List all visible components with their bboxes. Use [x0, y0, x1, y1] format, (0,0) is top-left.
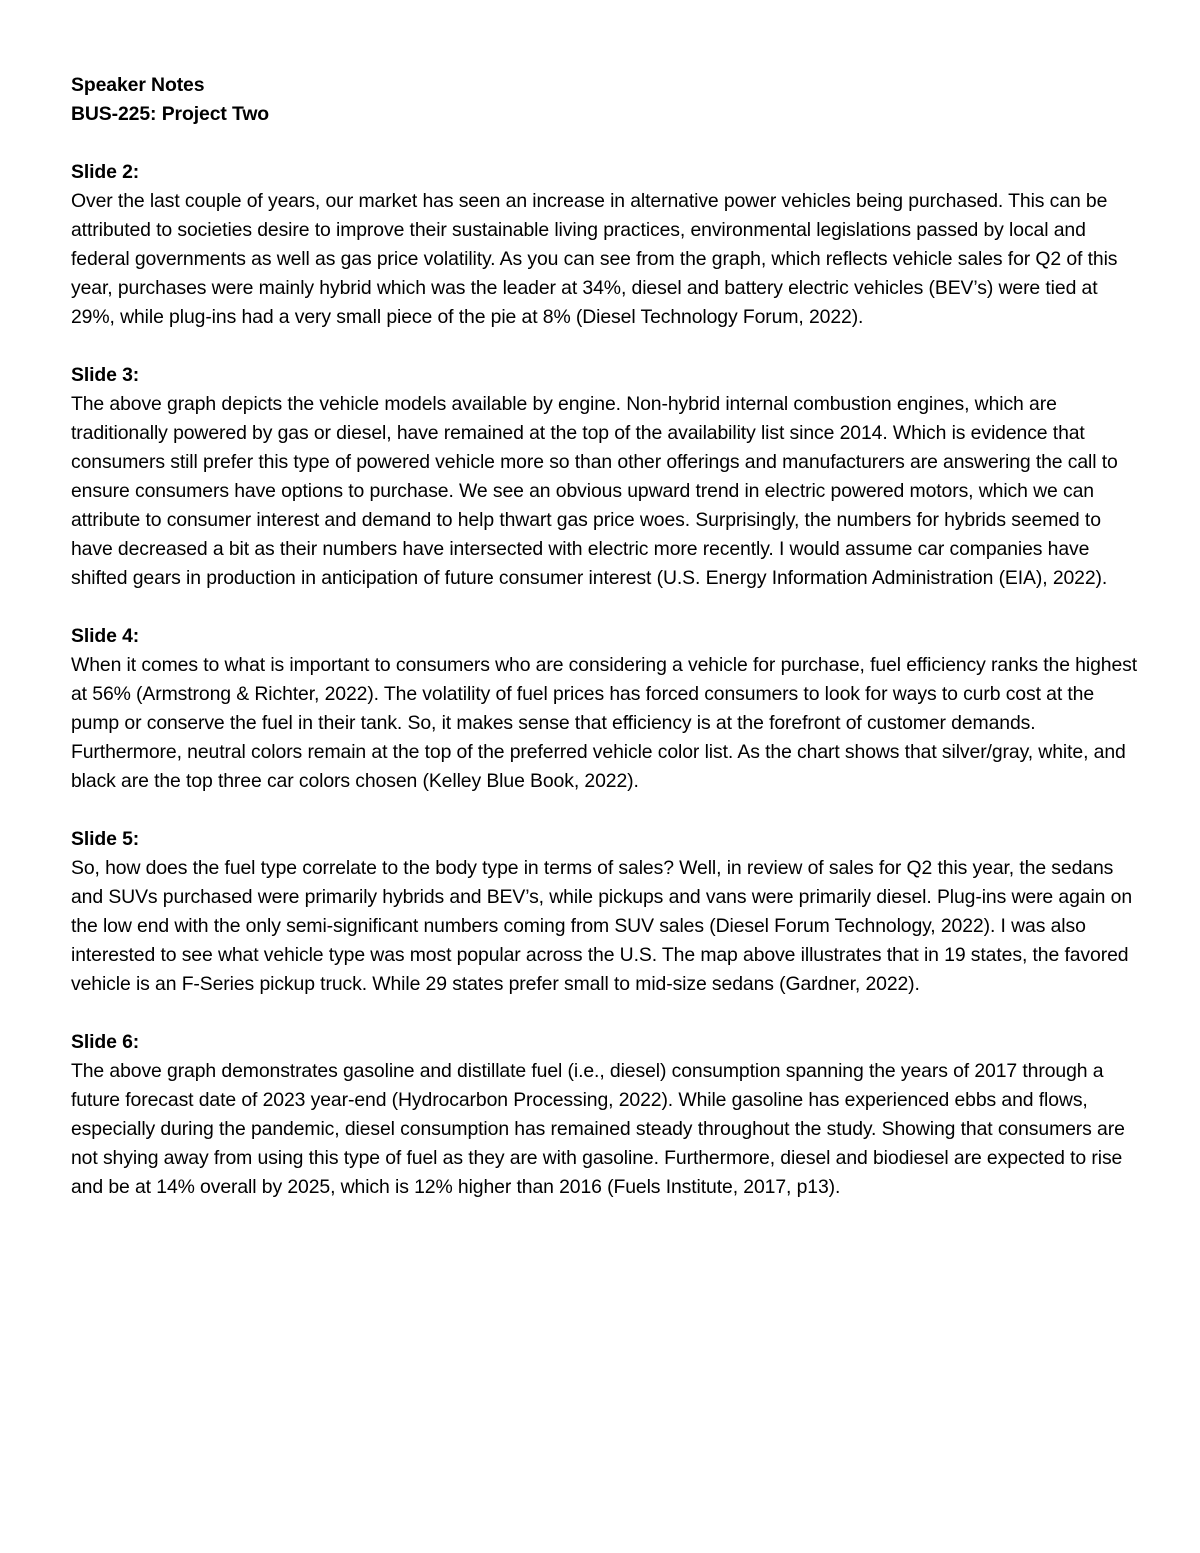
slide-2-heading: Slide 2:	[71, 161, 140, 183]
slide-3-notes: The above graph depicts the vehicle models available by engine. Non-hybrid internal combustion engines, which are traditionally powered by gas or diesel, have remained at the top of the availability list since 2014. Which is evidence that consumers still prefer this type of powered vehicle more so than other offerings and manufacturers are answering the call to ensure consumers have options to purchase. We see an obvious upward trend in electric powered motors, which we can attribute to consumer interest and demand to help thwart gas price woes. Surprisingly, the numbers for hybrids seemed to have decreased a bit as their numbers have intersected with electric more recently. I would assume car companies have shifted gears in production in anticipation of future consumer interest (U.S. Energy Information Administration (EIA), 2022).	[71, 393, 1118, 589]
slide-5-section	[71, 825, 1141, 999]
slide-6-section	[71, 1028, 1141, 1202]
slide-3-section	[71, 361, 1141, 593]
course-title: BUS-225: Project Two	[71, 103, 270, 125]
slide-2-notes: Over the last couple of years, our market has seen an increase in alternative power vehicles being purchased. This can be attributed to societies desire to improve their sustainable living practices, environmental legislations passed by local and federal governments as well as gas price volatility. As you can see from the graph, which reflects vehicle sales for Q2 of this year, purchases were mainly hybrid which was the leader at 34%, diesel and battery electric vehicles (BEV’s) were tied at 29%, while plug-ins had a very small piece of the pie at 8% (Diesel Technology Forum, 2022).	[71, 190, 1118, 328]
slide-4-notes: When it comes to what is important to consumers who are considering a vehicle for purchase, fuel efficiency ranks the highest at 56% (Armstrong & Richter, 2022). The volatility of fuel prices has forced consumers to look for ways to curb cost at the pump or conserve the fuel in their tank. So, it makes sense that efficiency is at the forefront of customer demands. Furthermore, neutral colors remain at the top of the preferred vehicle color list. As the chart shows that silver/gray, white, and black are the top three car colors chosen (Kelley Blue Book, 2022).	[71, 654, 1138, 792]
slide-6-heading: Slide 6:	[71, 1031, 140, 1053]
slide-4-section	[71, 622, 1141, 796]
document-title: Speaker Notes	[71, 74, 205, 96]
slide-5-heading: Slide 5:	[71, 828, 140, 850]
slide-2-section	[71, 158, 1141, 332]
slide-5-notes: So, how does the fuel type correlate to the body type in terms of sales? Well, in review of sales for Q2 this year, the sedans and SUVs purchased were primarily hybrids and BEV’s, while pickups and vans were primarily diesel. Plug-ins were again on the low end with the only semi-significant numbers coming from SUV sales (Diesel Forum Technology, 2022). I was also interested to see what vehicle type was most popular across the U.S. The map above illustrates that in 19 states, the favored vehicle is an F-Series pickup truck. While 29 states prefer small to mid-size sedans (Gardner, 2022).	[71, 857, 1133, 995]
slide-4-heading: Slide 4:	[71, 625, 140, 647]
slide-6-notes: The above graph demonstrates gasoline and distillate fuel (i.e., diesel) consumption spanning the years of 2017 through a future forecast date of 2023 year-end (Hydrocarbon Processing, 2022). While gasoline has experienced ebbs and flows, especially during the pandemic, diesel consumption has remained steady throughout the study. Showing that consumers are not shying away from using this type of fuel as they are with gasoline. Furthermore, diesel and biodiesel are expected to rise and be at 14% overall by 2025, which is 12% higher than 2016 (Fuels Institute, 2017, p13).	[71, 1060, 1125, 1198]
slide-3-heading: Slide 3:	[71, 364, 140, 386]
document-page	[71, 71, 1141, 1202]
